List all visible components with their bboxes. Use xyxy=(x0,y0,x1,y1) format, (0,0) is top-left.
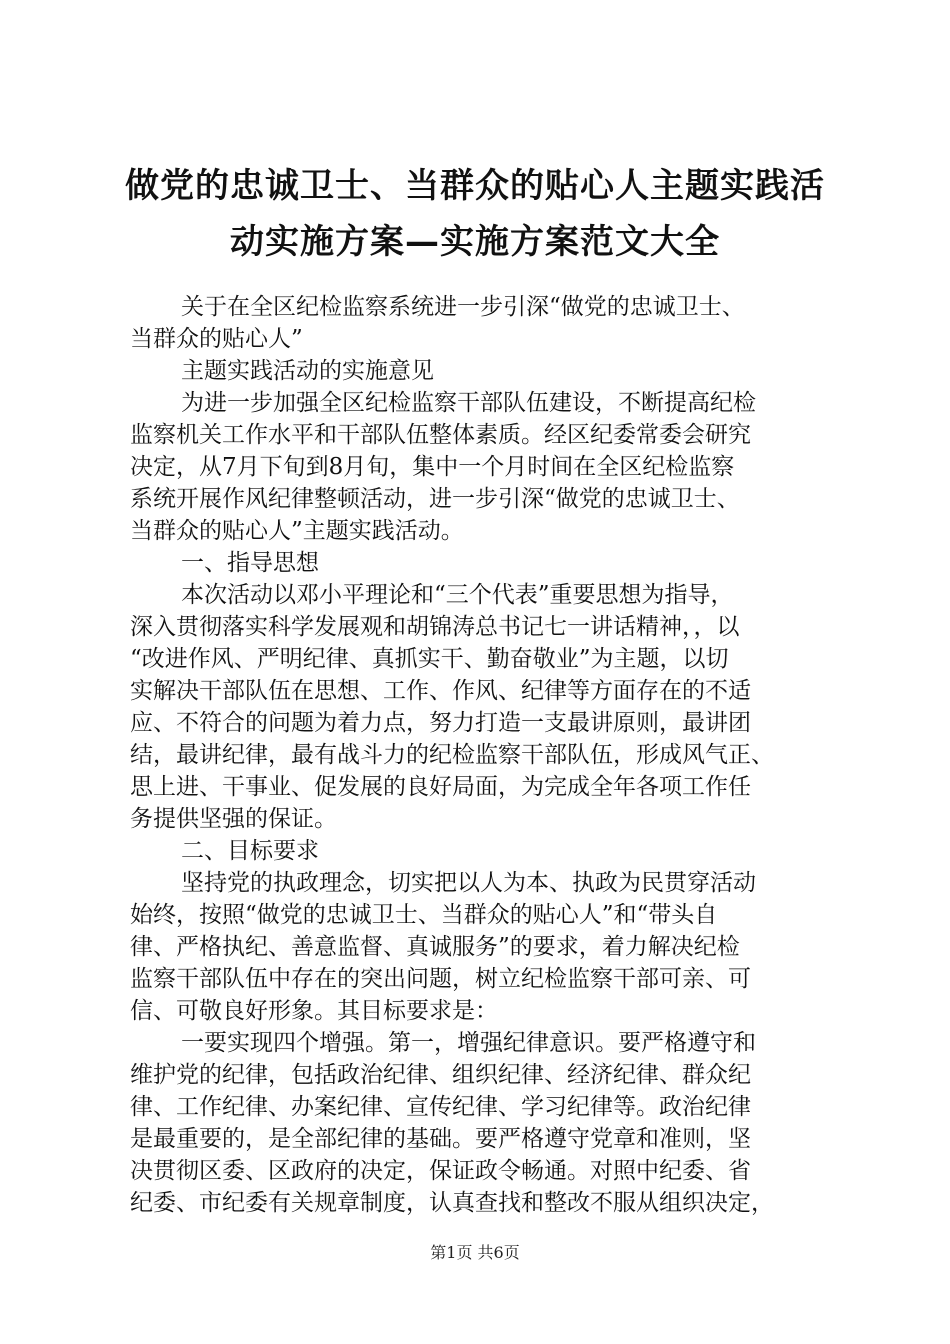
text-line: 信、可敬良好形象。其目标要求是： xyxy=(130,998,498,1024)
text-line: 实解决干部队伍在思想、工作、作风、纪律等方面存在的不适 xyxy=(130,678,751,704)
text-line: 监察干部队伍中存在的突出问题，树立纪检监察干部可亲、可 xyxy=(130,966,751,992)
text-line: 为进一步加强全区纪检监察干部队伍建设，不断提高纪检 xyxy=(181,390,756,416)
text-line: 当群众的贴心人” xyxy=(130,326,303,352)
text-line: 结，最讲纪律，最有战斗力的纪检监察干部队伍，形成风气正、 xyxy=(130,742,774,768)
paragraph xyxy=(130,547,830,579)
text-line: 律、严格执纪、善意监督、真诚服务”的要求，着力解决纪检 xyxy=(130,934,740,960)
title-line: 动实施方案—实施方案范文大全 xyxy=(230,222,720,262)
text-line: 监察机关工作水平和干部队伍整体素质。经区纪委常委会研究 xyxy=(130,422,751,448)
text-line: “改进作风、严明纪律、真抓实干、勤奋敬业”为主题，以切 xyxy=(130,646,729,672)
text-line: 坚持党的执政理念，切实把以人为本、执政为民贯穿活动 xyxy=(181,870,756,896)
text-line: 本次活动以邓小平理论和“三个代表”重要思想为指导， xyxy=(181,582,734,608)
text-line: 二、目标要求 xyxy=(181,838,319,864)
text-line: 纪委、市纪委有关规章制度，认真查找和整改不服从组织决定， xyxy=(130,1190,774,1216)
text-line: 深入贯彻落实科学发展观和胡锦涛总书记七一讲话精神，，以 xyxy=(130,614,740,640)
text-line: 决贯彻区委、区政府的决定，保证政令畅通。对照中纪委、省 xyxy=(130,1158,751,1184)
paragraph xyxy=(130,1027,830,1219)
text-line: 务提供坚强的保证。 xyxy=(130,806,337,832)
text-line: 律、工作纪律、办案纪律、宣传纪律、学习纪律等。政治纪律 xyxy=(130,1094,751,1120)
page-footer: 第1页 共6页 xyxy=(430,1243,520,1262)
document-title xyxy=(100,158,850,270)
paragraph xyxy=(130,387,830,547)
text-line: 始终，按照“做党的忠诚卫士、当群众的贴心人”和“带头自 xyxy=(130,902,718,928)
document-body xyxy=(130,291,830,1219)
text-line: 当群众的贴心人”主题实践活动。 xyxy=(130,518,464,544)
text-line: 是最重要的，是全部纪律的基础。要严格遵守党章和准则，坚 xyxy=(130,1126,751,1152)
text-line: 思上进、干事业、促发展的良好局面，为完成全年各项工作任 xyxy=(130,774,751,800)
text-line: 应、不符合的问题为着力点，努力打造一支最讲原则，最讲团 xyxy=(130,710,751,736)
paragraph xyxy=(130,291,830,355)
paragraph xyxy=(130,355,830,387)
text-line: 决定，从7月下旬到8月旬，集中一个月时间在全区纪检监察 xyxy=(130,454,735,480)
text-line: 一要实现四个增强。第一，增强纪律意识。要严格遵守和 xyxy=(181,1030,756,1056)
paragraph xyxy=(130,579,830,835)
text-line: 关于在全区纪检监察系统进一步引深“做党的忠诚卫士、 xyxy=(181,294,745,320)
paragraph xyxy=(130,867,830,1027)
text-line: 维护党的纪律，包括政治纪律、组织纪律、经济纪律、群众纪 xyxy=(130,1062,751,1088)
text-line: 系统开展作风纪律整顿活动，进一步引深“做党的忠诚卫士、 xyxy=(130,486,740,512)
title-line: 做党的忠诚卫士、当群众的贴心人主题实践活 xyxy=(125,166,825,206)
paragraph xyxy=(130,835,830,867)
text-line: 主题实践活动的实施意见 xyxy=(181,358,434,384)
text-line: 一、指导思想 xyxy=(181,550,319,576)
